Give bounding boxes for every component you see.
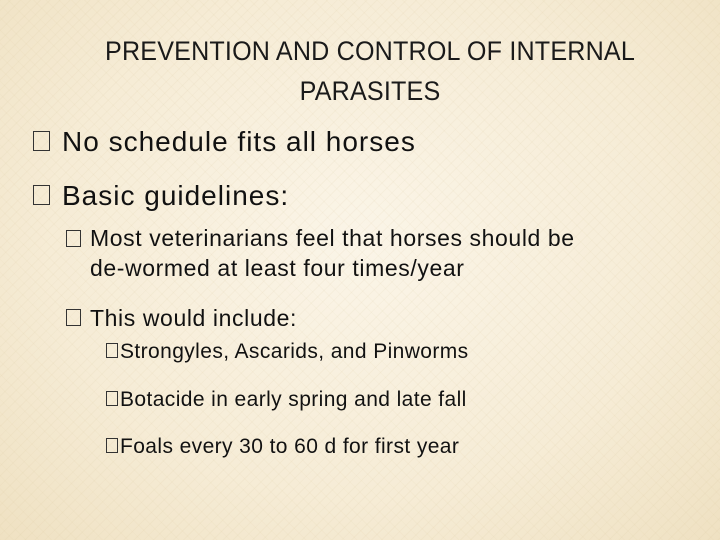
checkbox-bullet-icon bbox=[33, 131, 50, 151]
bullet-text-line-1: Most veterinarians feel that horses should be bbox=[90, 225, 575, 251]
bullet-text-line-2: de-wormed at least four times/year bbox=[90, 255, 465, 281]
checkbox-bullet-icon bbox=[106, 391, 118, 406]
bullet-text: This would include: bbox=[90, 305, 298, 331]
bullet-text: No schedule fits all horses bbox=[62, 126, 416, 157]
bullet-text: Botacide in early spring and late fall bbox=[120, 388, 467, 411]
sub-bullet-foals bbox=[106, 435, 459, 459]
checkbox-bullet-icon bbox=[66, 309, 81, 326]
bullet-text: Basic guidelines: bbox=[62, 180, 290, 211]
bullet-text-block bbox=[90, 224, 575, 252]
sub-bullet-botacide bbox=[106, 388, 467, 412]
slide-title: PREVENTION AND CONTROL OF INTERNAL PARASITES bbox=[105, 36, 635, 106]
bullet-this-would-include bbox=[66, 305, 297, 332]
checkbox-bullet-icon bbox=[66, 230, 81, 247]
bullet-text: Strongyles, Ascarids, and Pinworms bbox=[120, 340, 469, 363]
bullet-no-schedule bbox=[33, 126, 416, 158]
bullet-basic-guidelines bbox=[33, 180, 289, 212]
checkbox-bullet-icon bbox=[106, 343, 118, 358]
checkbox-bullet-icon bbox=[106, 438, 118, 453]
checkbox-bullet-icon bbox=[33, 185, 50, 205]
bullet-text: Foals every 30 to 60 d for first year bbox=[120, 435, 460, 458]
bullet-veterinarians-continued bbox=[90, 254, 465, 282]
sub-bullet-strongyles bbox=[106, 340, 469, 364]
bullet-veterinarians bbox=[66, 224, 575, 252]
